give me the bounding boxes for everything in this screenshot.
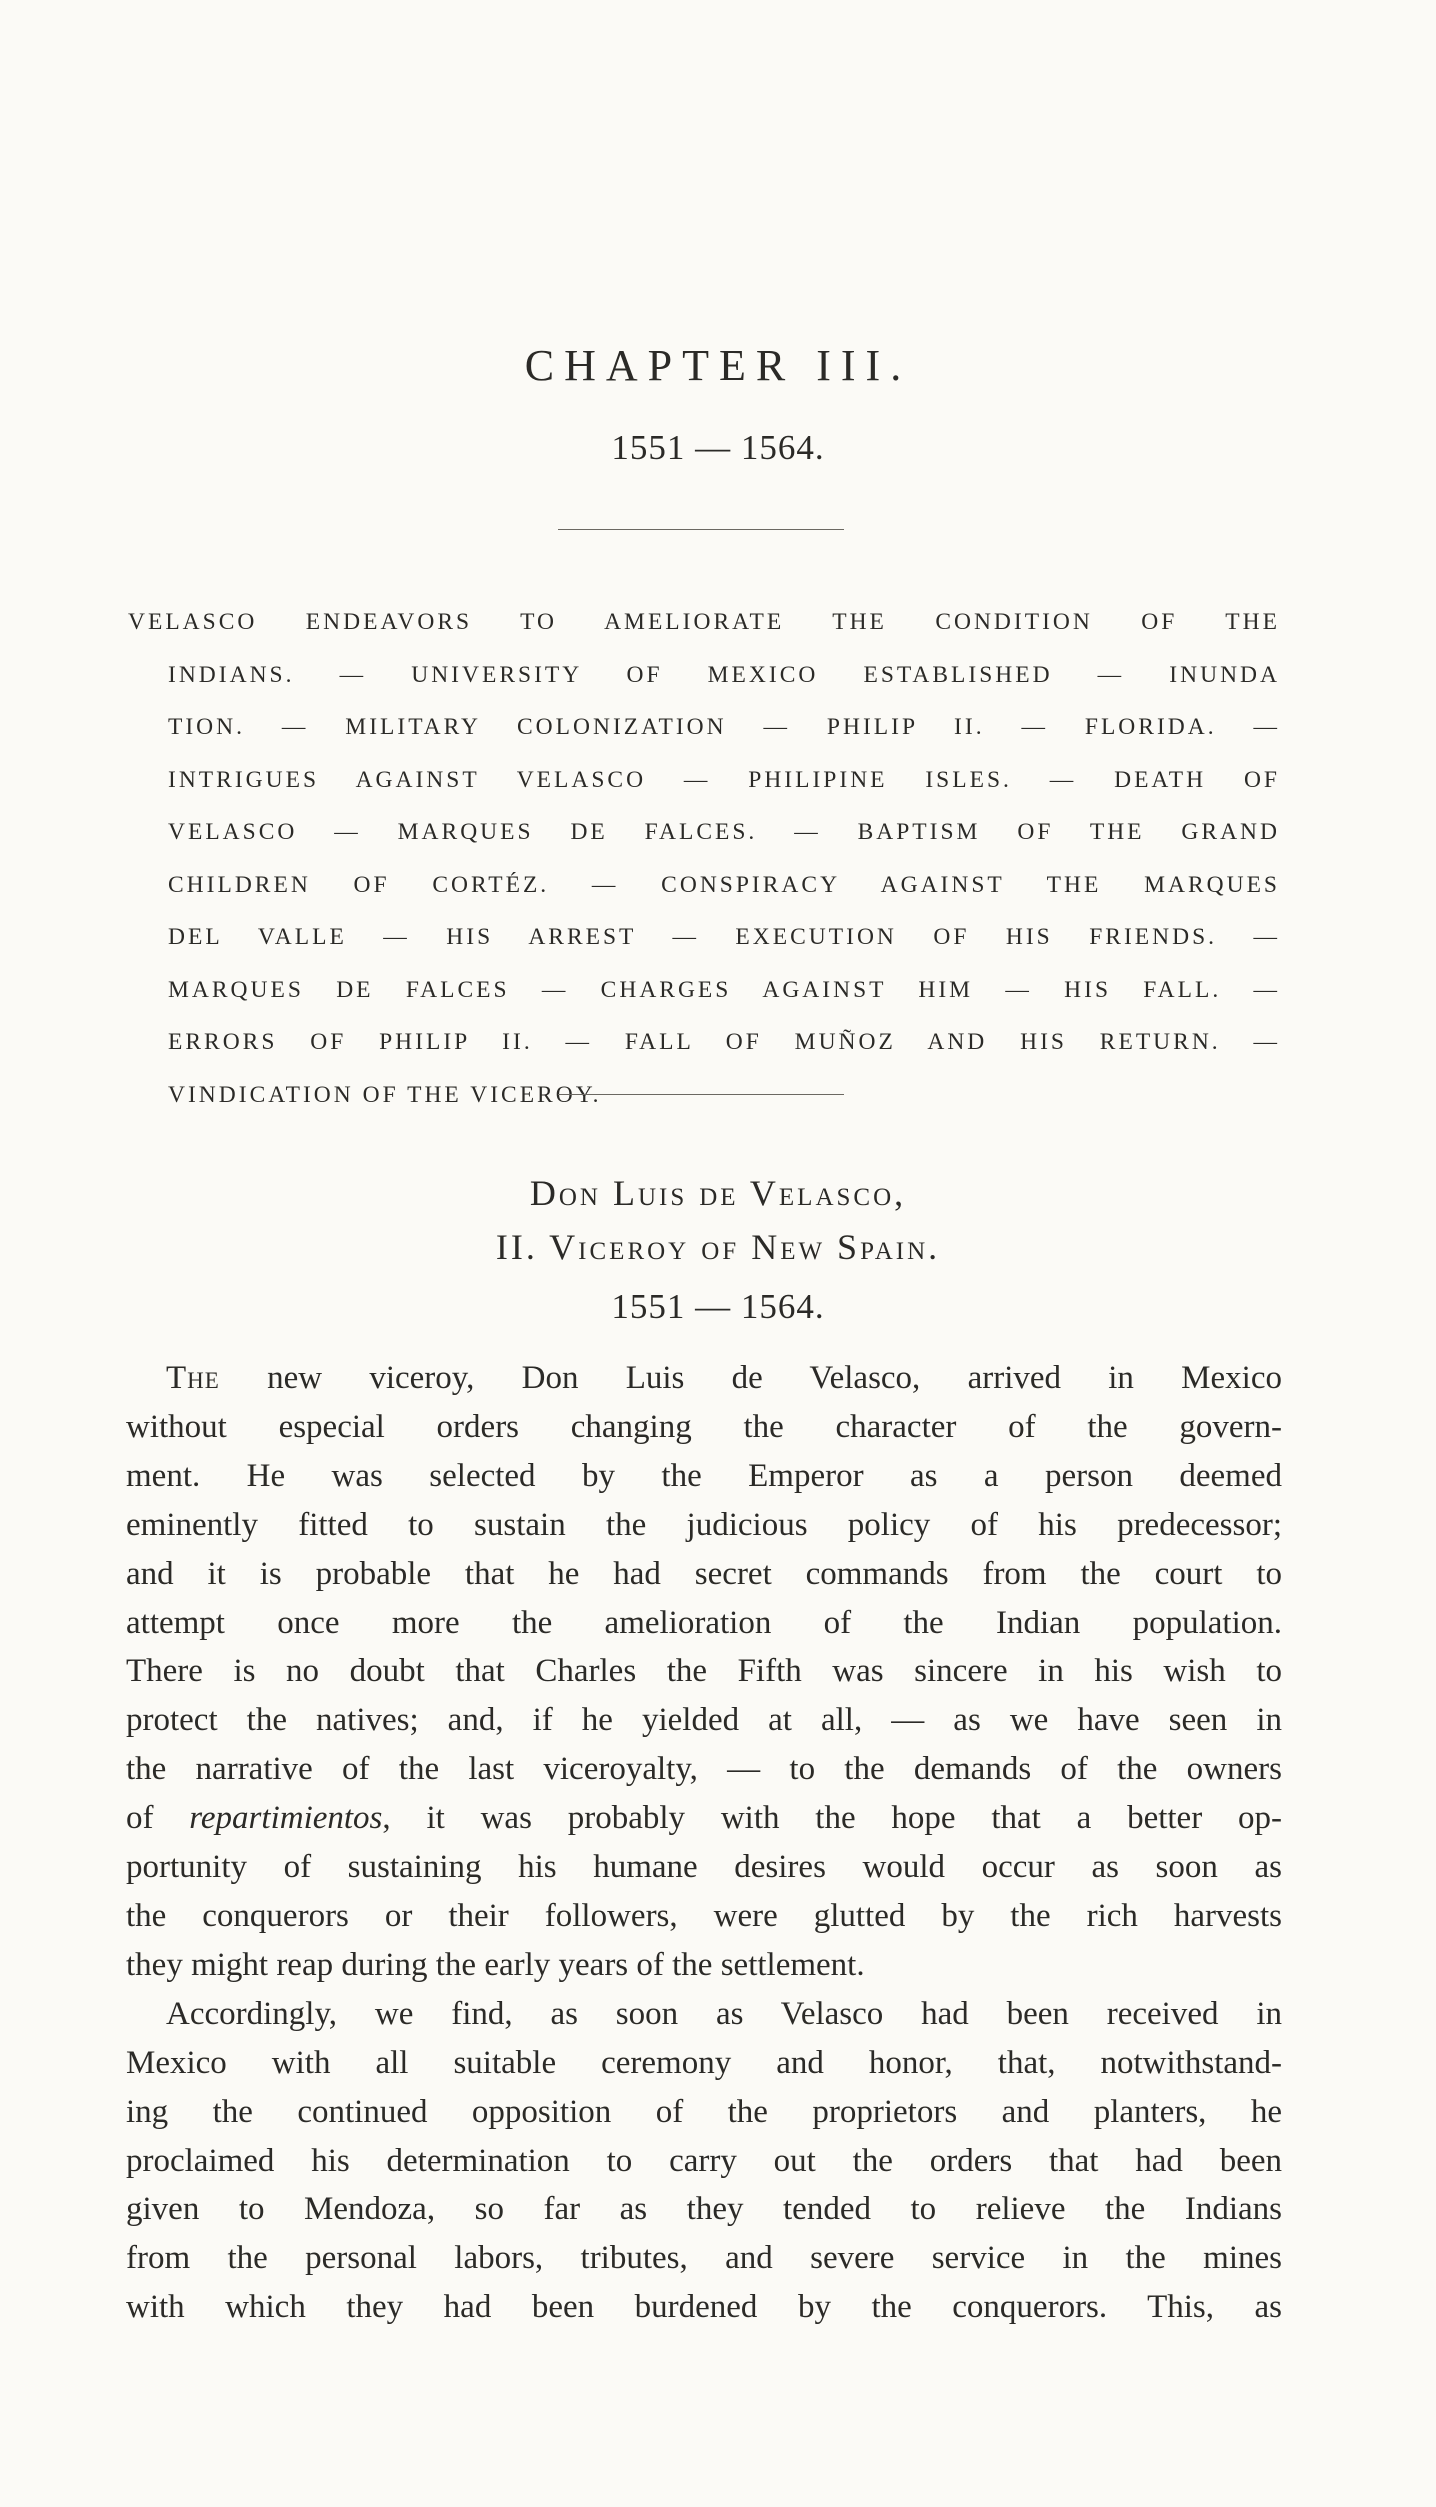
paragraph-line: without especial orders changing the character of the govern- (126, 1408, 1282, 1445)
synopsis-line: CHILDREN OF CORTÉZ. — CONSPIRACY AGAINST THE MARQUES (168, 871, 1280, 898)
synopsis-line: DEL VALLE — HIS ARREST — EXECUTION OF HIS FRIENDS. — (168, 924, 1280, 950)
paragraph-line: ing the continued opposition of the proprietors and planters, he (126, 2093, 1282, 2130)
paragraph-line (126, 1354, 1282, 1403)
paragraph-line: the narrative of the last viceroyalty, — to the demands of the owners (126, 1751, 1282, 1788)
paragraph-line: given to Mendoza, so far as they tended to relieve the Indians (126, 2191, 1282, 2228)
body-text (126, 1354, 1282, 2332)
paragraph-line: proclaimed his determination to carry out the orders that had been (126, 2142, 1282, 2179)
paragraph-line: Mexico with all suitable ceremony and honor, that, notwithstand- (126, 2044, 1282, 2081)
paragraph-line: eminently fitted to sustain the judicious policy of his predecessor; (126, 1506, 1282, 1543)
italic-term: repartimientos (189, 1800, 383, 1837)
paragraph-line: ment. He was selected by the Emperor as a person deemed (126, 1457, 1282, 1494)
section-heading-name (0, 1172, 1436, 1214)
section-heading-name-text: Don Luis de Velasco, (529, 1173, 907, 1213)
paragraph-line-text: , it was probably with the hope that a better op- (382, 1800, 1282, 1837)
chapter-synopsis (128, 596, 1280, 1121)
divider-rule (558, 1094, 844, 1095)
section-years: 1551 — 1564. (611, 1287, 825, 1326)
paragraph-line: There is no doubt that Charles the Fifth was sincere in his wish to (126, 1653, 1282, 1690)
paragraph-line: from the personal labors, tributes, and severe service in the mines (126, 2240, 1282, 2277)
paragraph-line: they might reap during the early years of the settlement. (126, 1946, 865, 1983)
synopsis-line: TION. — MILITARY COLONIZATION — PHILIP II. — FLORIDA. — (168, 714, 1280, 740)
synopsis-line: INDIANS. — UNIVERSITY OF MEXICO ESTABLISHED — INUNDA (168, 661, 1280, 688)
chapter-years: 1551 — 1564. (611, 428, 825, 467)
paragraph-line: portunity of sustaining his humane desires would occur as soon as (126, 1849, 1282, 1886)
synopsis-line: ERRORS OF PHILIP II. — FALL OF MUÑOZ AND HIS RETURN. — (168, 1029, 1280, 1055)
paragraph-line-text: of (126, 1800, 190, 1837)
chapter-title: CHAPTER III. (524, 341, 912, 390)
paragraph-line-text: new viceroy, Don Luis de Velasco, arrived in Mexico (219, 1360, 1282, 1396)
divider-rule (558, 529, 844, 530)
synopsis-line: VELASCO — MARQUES DE FALCES. — BAPTISM OF THE GRAND (168, 819, 1280, 845)
paragraph-line: with which they had been burdened by the conquerors. This, as (126, 2289, 1282, 2326)
paragraph-line (126, 1794, 1282, 1843)
lead-word: The (166, 1360, 220, 1396)
paragraph-line: protect the natives; and, if he yielded at all, — as we have seen in (126, 1702, 1282, 1739)
section-heading-title-text: II. Viceroy of New Spain. (495, 1227, 941, 1267)
synopsis-line: INTRIGUES AGAINST VELASCO — PHILIPINE ISLES. — DEATH OF (168, 766, 1280, 793)
paragraph-line: attempt once more the amelioration of the Indian population. (126, 1604, 1282, 1641)
section-heading-title (0, 1226, 1436, 1268)
synopsis-line: VINDICATION OF THE VICEROY. (168, 1081, 602, 1108)
synopsis-line: VELASCO ENDEAVORS TO AMELIORATE THE CONDITION OF THE (128, 609, 1280, 635)
synopsis-line: MARQUES DE FALCES — CHARGES AGAINST HIM — HIS FALL. — (168, 976, 1280, 1003)
paragraph-line: Accordingly, we find, as soon as Velasco had been received in (166, 1995, 1282, 2032)
paragraph-line: the conquerors or their followers, were glutted by the rich harvests (126, 1897, 1282, 1934)
paragraph-line: and it is probable that he had secret commands from the court to (126, 1555, 1282, 1592)
